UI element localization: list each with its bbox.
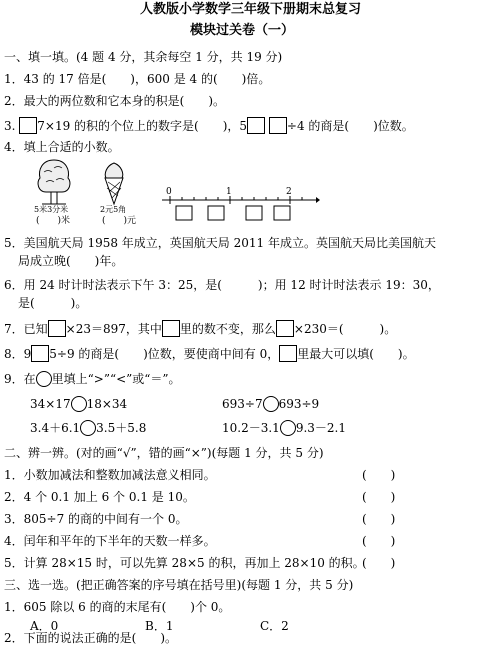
compare-left: 693÷7	[222, 397, 263, 411]
compare-4	[222, 420, 346, 436]
question-1-7	[4, 320, 396, 337]
question-1-2: 2．最大的两位数和它本身的积是( )。	[4, 94, 225, 108]
q8-text-2: 5÷9 的商是( )位数，要使商中间有 0，	[49, 347, 280, 361]
ruler-tick-1: 1	[226, 187, 232, 197]
question-1-6-line1: 6．用 24 时计时法表示下午 3：25，是( )；用 12 时计时法表示 19：30，	[4, 278, 440, 292]
q8-text-3: 里最大可以填( )。	[297, 347, 415, 361]
option-b[interactable]: B．1	[145, 619, 174, 633]
judge-answer-4[interactable]: ( )	[362, 534, 396, 548]
answer-box[interactable]	[276, 320, 294, 337]
answer-circle[interactable]	[36, 371, 52, 387]
answer-box[interactable]	[162, 320, 180, 337]
section2-heading: 二、辨一辨。(对的画“√”，错的画“×”)(每题 1 分，共 5 分)	[4, 446, 324, 460]
choice-question-1: 1．605 除以 6 的商的末尾有( )个 0。	[4, 600, 231, 614]
answer-box[interactable]	[269, 117, 287, 134]
question-1-1: 1．43 的 17 倍是( )，600 是 4 的( )倍。	[4, 72, 271, 86]
judge-item-2: 2．4 个 0.1 加上 6 个 0.1 是 10。	[4, 490, 195, 504]
answer-circle[interactable]	[263, 396, 279, 412]
question-1-8	[4, 345, 415, 362]
question-1-3	[4, 117, 414, 134]
section3-heading: 三、选一选。(把正确答案的序号填在括号里)(每题 1 分，共 5 分)	[4, 578, 354, 592]
page-title: 人教版小学数学三年级下册期末总复习	[140, 2, 362, 17]
judge-item-4: 4．闰年和平年的下半年的天数一样多。	[4, 534, 216, 548]
compare-left: 34×17	[30, 397, 71, 411]
ice-cream-label: 2元5角	[100, 205, 127, 214]
q3-number: 3.	[4, 119, 16, 133]
answer-box[interactable]	[247, 117, 265, 134]
answer-box[interactable]	[48, 320, 66, 337]
q3-text-1: 7×19 的积的个位上的数字是( )，5	[37, 119, 248, 133]
q9-text-1: 9．在	[4, 372, 36, 386]
judge-answer-3[interactable]: ( )	[362, 512, 396, 526]
q7-text-2: ×23＝897，其中	[65, 322, 162, 336]
ice-cream-blank: ( )元	[102, 216, 137, 226]
page-subtitle: 模块过关卷（一）	[190, 23, 295, 38]
option-a[interactable]: A．0	[30, 619, 59, 633]
judge-item-1: 1．小数加减法和整数加减法意义相同。	[4, 468, 216, 482]
answer-circle[interactable]	[71, 396, 87, 412]
compare-right: 693÷9	[278, 397, 320, 411]
tree-label: 5米3分米	[34, 205, 69, 214]
compare-1	[30, 396, 127, 412]
tree-blank: ( )米	[36, 216, 71, 226]
compare-right: 18×34	[86, 397, 128, 411]
option-c[interactable]: C．2	[260, 619, 289, 633]
ruler-tick-2: 2	[286, 187, 292, 197]
answer-circle[interactable]	[280, 420, 296, 436]
compare-2	[222, 396, 319, 412]
question-1-5-line2: 局成立晚( )年。	[18, 254, 124, 268]
judge-item-3: 3．805÷7 的商的中间有一个 0。	[4, 512, 188, 526]
q7-text-1: 7．已知	[4, 322, 48, 336]
question-1-4: 4．填上合适的小数。	[4, 140, 120, 154]
question-1-9	[4, 371, 181, 387]
answer-box[interactable]	[279, 345, 297, 362]
judge-item-5: 5．计算 28×15 时，可以先算 28×5 的积，再加上 28×10 的积。	[4, 556, 365, 570]
compare-3	[30, 420, 146, 436]
q3-text-2: ÷4 的商是( )位数。	[286, 119, 414, 133]
q7-text-3: 里的数不变，那么	[179, 322, 276, 336]
judge-answer-2[interactable]: ( )	[362, 490, 396, 504]
compare-left: 3.4＋6.1	[30, 421, 81, 435]
ice-cream-icon	[100, 160, 128, 206]
compare-right: 9.3－2.1	[295, 421, 346, 435]
tree-icon	[34, 158, 74, 206]
q7-text-4: ×230＝( )。	[293, 322, 397, 336]
judge-answer-5[interactable]: ( )	[362, 556, 396, 570]
answer-circle[interactable]	[80, 420, 96, 436]
answer-box[interactable]	[19, 117, 37, 134]
compare-left: 10.2－3.1	[222, 421, 280, 435]
compare-right: 3.5＋5.8	[96, 421, 147, 435]
section1-heading: 一、填一填。(4 题 4 分，其余每空 1 分，共 19 分)	[4, 50, 283, 64]
judge-answer-1[interactable]: ( )	[362, 468, 396, 482]
ruler-tick-0: 0	[166, 187, 172, 197]
choice-question-2: 2．下面的说法正确的是( )。	[4, 631, 177, 645]
number-line-ruler	[158, 187, 320, 226]
q9-text-2: 里填上“>”“<”或“＝”。	[51, 372, 181, 386]
question-1-6-line2: 是( )。	[18, 296, 88, 310]
q8-text-1: 8．9	[4, 347, 32, 361]
answer-box[interactable]	[31, 345, 49, 362]
question-1-5-line1: 5．美国航天局 1958 年成立，英国航天局 2011 年成立。英国航天局比美国航天	[4, 236, 436, 250]
